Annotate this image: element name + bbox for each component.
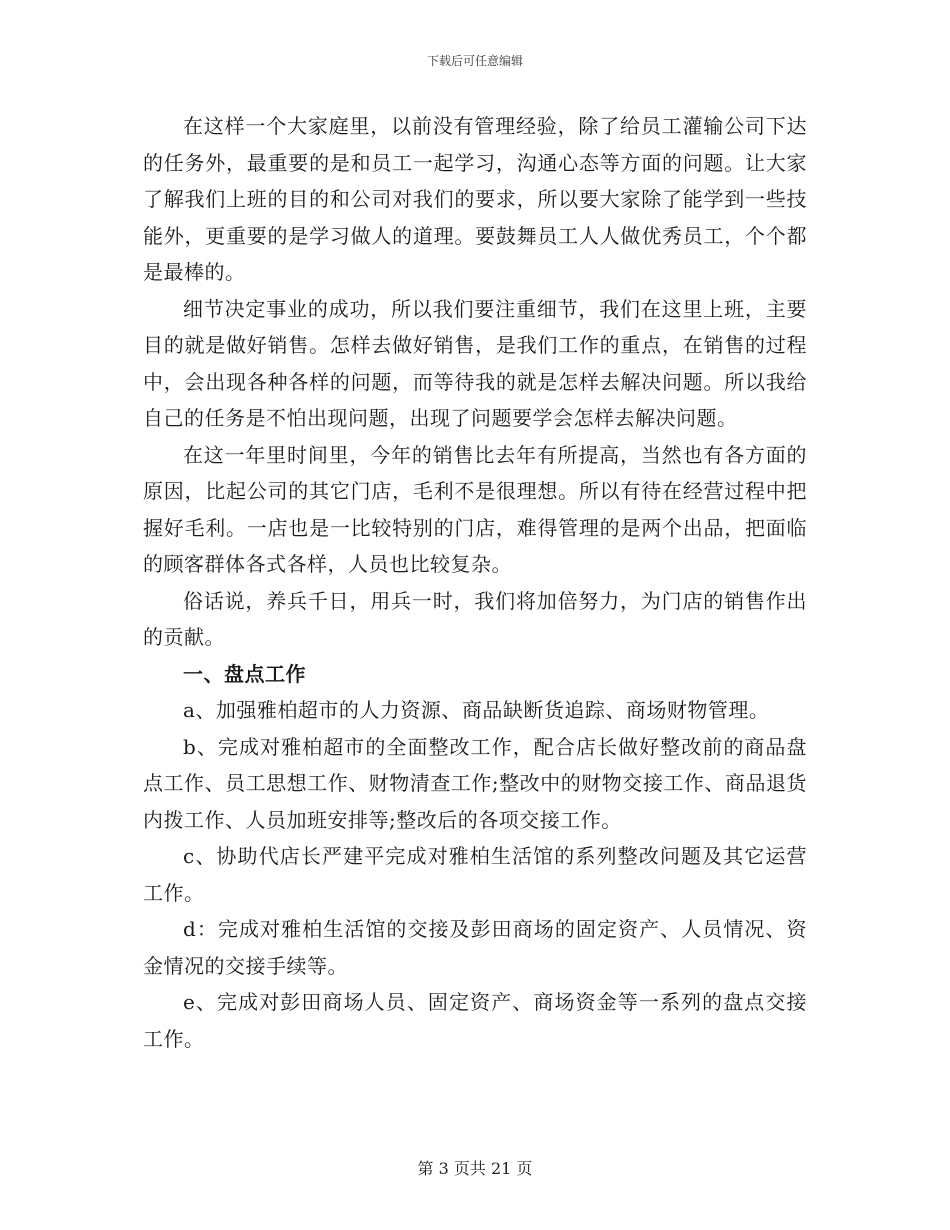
list-item: a、加强雅柏超市的人力资源、商品缺断货追踪、商场财物管理。 — [183, 698, 770, 722]
list-item: b、完成对雅柏超市的全面整改工作，配合店长做好整改前的商品盘点工作、员工思想工作、财物清查工作;整改中的财物交接工作、商品退货内拨工作、人员加班安排等;整改后的各项交接工作。 — [143, 734, 807, 832]
body-paragraph: 在这一年里时间里，今年的销售比去年有所提高，当然也有各方面的原因，比起公司的其它门店，毛利不是很理想。所以有待在经营过程中把握好毛利。一店也是一比较特别的门店，难得管理的是两个出品，把面临的顾客群体各式各样，人员也比较复杂。 — [143, 442, 807, 576]
page-header: 下载后可任意编辑 — [426, 54, 523, 68]
body-paragraph: 在这样一个大家庭里，以前没有管理经验，除了给员工灌输公司下达的任务外，最重要的是和员工一起学习，沟通心态等方面的问题。让大家了解我们上班的目的和公司对我们的要求，所以要大家除了能学到一些技能外，更重要的是学习做人的道理。要鼓舞员工人人做优秀员工，个个都是最棒的。 — [143, 114, 807, 284]
body-paragraph: 俗话说，养兵千日，用兵一时，我们将加倍努力，为门店的销售作出的贡献。 — [143, 588, 807, 649]
list-item: d：完成对雅柏生活馆的交接及彭田商场的固定资产、人员情况、资金情况的交接手续等。 — [143, 917, 807, 978]
list-item: e、完成对彭田商场人员、固定资产、商场资金等一系列的盘点交接工作。 — [143, 990, 807, 1051]
list-item: c、协助代店长严建平完成对雅柏生活馆的系列整改问题及其它运营工作。 — [143, 844, 807, 905]
section-heading: 一、盘点工作 — [183, 661, 306, 686]
page-footer: 第 3 页共 21 页 — [417, 1159, 533, 1178]
body-paragraph: 细节决定事业的成功，所以我们要注重细节，我们在这里上班，主要目的就是做好销售。怎样去做好销售，是我们工作的重点，在销售的过程中，会出现各种各样的问题，而等待我的就是怎样去解决问题。所以我给自己的任务是不怕出现问题，出现了问题要学会怎样去解决问题。 — [143, 296, 807, 430]
document-body — [143, 108, 807, 1057]
